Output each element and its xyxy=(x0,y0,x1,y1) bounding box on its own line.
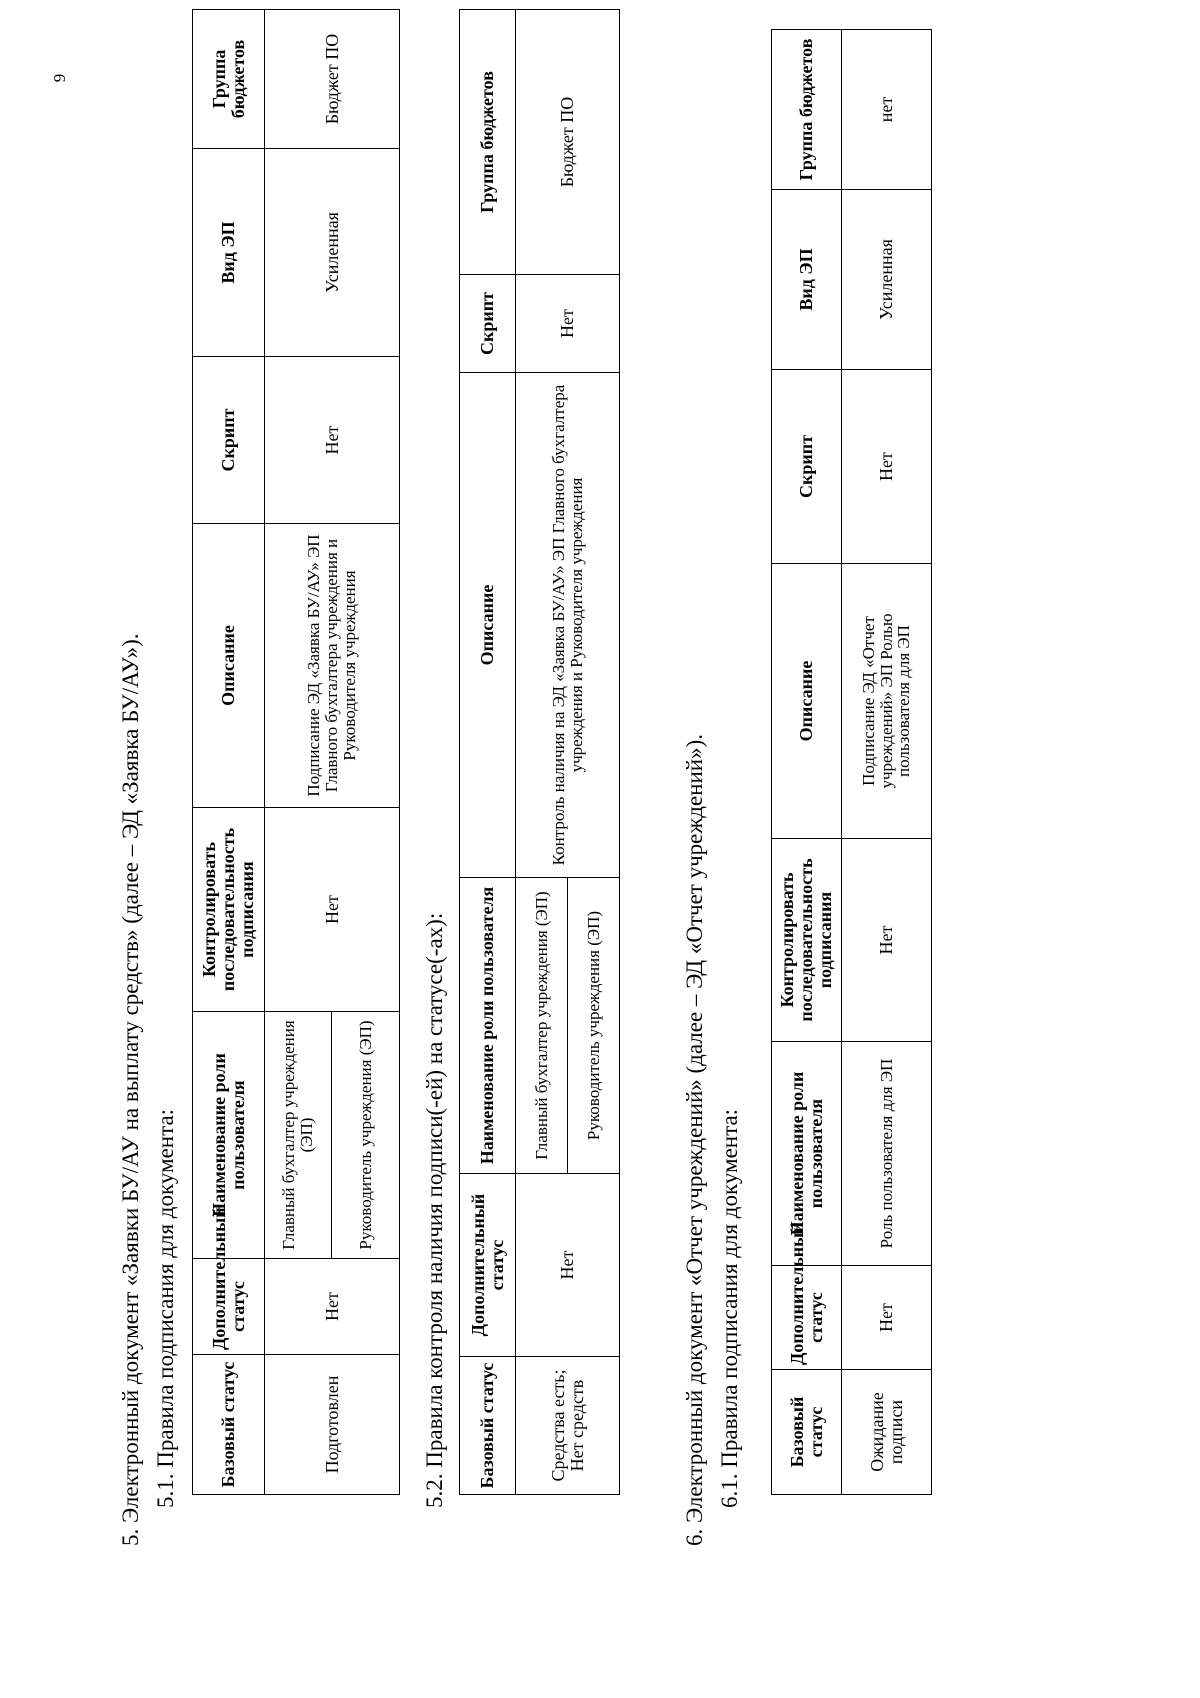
header-control: Контролировать последовательность подписания xyxy=(772,839,842,1042)
header-base-status: Базовый статус xyxy=(772,1370,842,1495)
header-budget-group: Группа бюджетов xyxy=(193,10,265,149)
header-base-status: Базовый статус xyxy=(460,1357,516,1495)
cell-script: Нет xyxy=(842,370,932,564)
cell-base-status: Ожидание подписи xyxy=(842,1370,932,1495)
cell-description: Подписание ЭД «Отчет учреждений» ЭП Ролью пользователя для ЭП xyxy=(842,564,932,839)
header-description: Описание xyxy=(193,524,265,808)
header-sign-type: Вид ЭП xyxy=(772,190,842,370)
header-base-status: Базовый статус xyxy=(193,1355,265,1495)
cell-role-1: Главный бухгалтер учреждения (ЭП) xyxy=(516,878,568,1174)
signature-control-table-5-2 xyxy=(459,9,620,1495)
header-extra-status: Дополнительный статус xyxy=(772,1266,842,1370)
cell-role-1: Главный бухгалтер учреждения (ЭП) xyxy=(265,1012,332,1259)
page-number: 9 xyxy=(50,73,69,83)
cell-role-2: Руководитель учреждения (ЭП) xyxy=(332,1012,400,1259)
cell-base-status: Подготовлен xyxy=(265,1355,400,1495)
header-control: Контролировать последовательность подписания xyxy=(193,808,265,1012)
cell-budget-group: Бюджет ПО xyxy=(265,10,400,149)
signing-rules-table-6-1 xyxy=(771,29,932,1495)
cell-control: Нет xyxy=(842,839,932,1042)
header-script: Скрипт xyxy=(193,357,265,524)
header-role: Наименование роли пользователя xyxy=(460,878,516,1174)
header-sign-type: Вид ЭП xyxy=(193,149,265,357)
cell-budget-group: Бюджет ПО xyxy=(516,10,620,275)
header-script: Скрипт xyxy=(772,370,842,564)
signing-rules-table-5-1 xyxy=(192,9,400,1495)
section-6-1-title: 6.1. Правила подписания для документа: xyxy=(717,1108,742,1508)
section-6-title: 6. Электронный документ «Отчет учреждений» (далее – ЭД «Отчет учреждений»). xyxy=(682,733,707,1546)
cell-description: Подписание ЭД «Заявка БУ/АУ» ЭП Главного бухгалтера учреждения и Руководителя учреждения xyxy=(265,524,400,808)
header-script: Скрипт xyxy=(460,275,516,373)
header-role: Наименование роли пользователя xyxy=(193,1012,265,1259)
cell-script: Нет xyxy=(516,275,620,373)
cell-role: Роль пользователя для ЭП xyxy=(842,1042,932,1266)
section-5-1-title: 5.1. Правила подписания для документа: xyxy=(153,1108,178,1508)
section-5-2-title: 5.2. Правила контроля наличия подписи(-ей) на статусе(-ах): xyxy=(422,912,447,1508)
cell-description: Контроль наличия на ЭД «Заявка БУ/АУ» ЭП Главного бухгалтера учреждения и Руководителя учреждения xyxy=(516,373,620,878)
cell-sign-type: Усиленная xyxy=(265,149,400,357)
cell-extra-status: Нет xyxy=(842,1266,932,1370)
header-budget-group: Группа бюджетов xyxy=(772,30,842,190)
header-extra-status: Дополнительный статус xyxy=(460,1174,516,1357)
header-description: Описание xyxy=(460,373,516,878)
header-budget-group: Группа бюджетов xyxy=(460,10,516,275)
cell-base-status: Средства есть; Нет средств xyxy=(516,1357,620,1495)
cell-extra-status: Нет xyxy=(516,1174,620,1357)
section-5-title: 5. Электронный документ «Заявки БУ/АУ на выплату средств» (далее – ЭД «Заявка БУ/АУ»). xyxy=(118,633,143,1546)
header-role: Наименование роли пользователя xyxy=(772,1042,842,1266)
cell-sign-type: Усиленная xyxy=(842,190,932,370)
header-extra-status: Дополнительный статус xyxy=(193,1259,265,1355)
cell-script: Нет xyxy=(265,357,400,524)
cell-extra-status: Нет xyxy=(265,1259,400,1355)
cell-control: Нет xyxy=(265,808,400,1012)
cell-budget-group: нет xyxy=(842,30,932,190)
header-description: Описание xyxy=(772,564,842,839)
cell-role-2: Руководитель учреждения (ЭП) xyxy=(568,878,620,1174)
